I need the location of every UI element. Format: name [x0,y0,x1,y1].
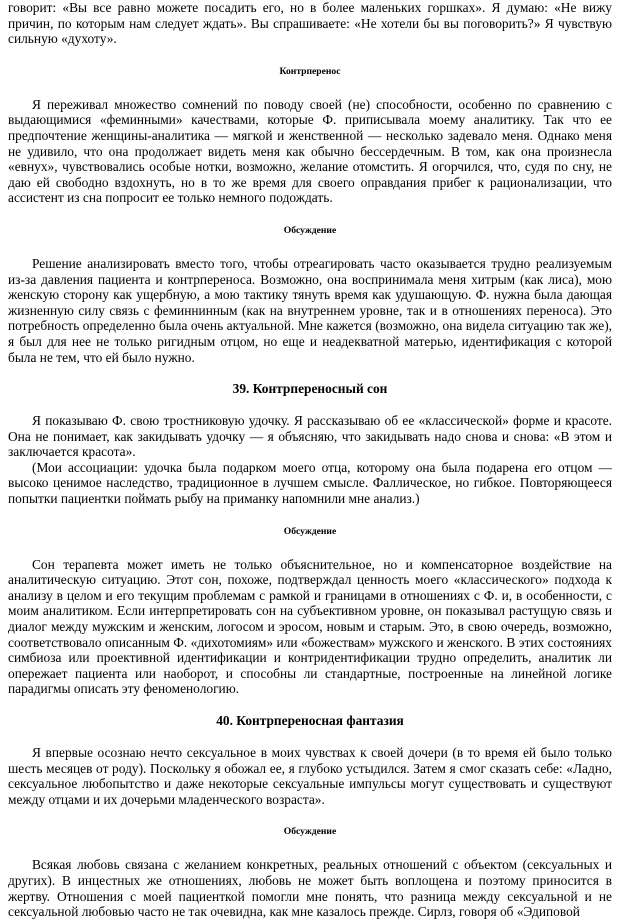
paragraph-39-associations: (Мои ассоциации: удочка была подарком моего отца, которому она была подарена его отцом — высоко ценимое наследство, традиционное в лучшем смысле. Фаллическое, но гибкое. Повторяющееся попытки пациентки поймать рыбу на приманку напомнили мне анализ.) [8,459,612,507]
heading-section-39: 39. Контрпереносный сон [232,381,388,397]
heading-countertransference: Контрперенос [279,65,341,77]
heading-discussion-3: Обсуждение [283,826,337,838]
heading-discussion-1: Обсуждение [283,224,337,236]
heading-discussion-2: Обсуждение [283,525,337,537]
paragraph-discussion-2: Сон терапевта может иметь не только объяснительное, но и компенсаторное воздействие на аналитическую ситуацию. Этот сон, похоже, подтверждал ценность моего «классического» подхода к анализу в целом и его текущим проблемам с рамкой и границами в отношениях с Ф. и, в особенности, с моим аналитиком. Если интерпретировать сон на субъективном уровне, он показывал растущую связь и диалог между мужским и женским, логосом и эросом, новым и старым. Это, в свою очередь, возможно, соответствовало описанным Ф. «дихотомиям» или «божествам» мужского и женского. В этих состояниях симбиоза или проективной идентификации и контридентификации трудно определить, аналитик ли опережает пациента или наоборот, и способны ли стандартные, построенные на линейной логике парадигмы описать эту феноменологию. [8,556,612,697]
paragraph-discussion-1: Решение анализировать вместо того, чтобы отреагировать часто оказывается трудно реализуемым из-за давления пациента и контрпереноса. Возможно, она воспринимала меня хитрым (как лиса), мою женскую сторону как ущербную, а мою тактику тянуть время как удушающую. Ф. нужна была дающая жизненную силу связь с феминнинным (как на внутреннем уровне, так и в отношениях переноса). Это потребность определенно была очень актуальной. Мне кажется (возможно, она видела ситуацию так же), я был для нее не только ригидным отцом, но еще и неадекватной матерью, идентификация с которой была не тем, что ей было нужно. [8,255,612,365]
paragraph-40-fantasy: Я впервые осознаю нечто сексуальное в моих чувствах к своей дочери (в то время ей было только шесть месяцев от роду). Поскольку я обожал ее, я глубоко устыдился. Затем я смог сказать себе: «Ладно, сексуальное любопытство и даже некоторые сексуальные импульсы могут существовать и существуют между отцами и их дочерьми младенческого возраста». [8,745,612,807]
heading-section-40: 40. Контрпереносная фантазия [216,713,404,728]
paragraph-discussion-3: Всякая любовь связана с желанием конкретных, реальных отношений с объектом (сексуальных и других). В инцестных же отношениях, любовь не может быть воплощена и поэтому приносится в жертву. Отношения с моей пациенткой помогли мне понять, что разница между сексуальной и не сексуальной любовью часто не так очевидна, как мне казалось прежде. Сирлз, говоря об «Эдиповой [8,857,612,920]
paragraph-intro: говорит: «Вы все равно можете посадить его, но в более маленьких горшках». Я думаю: «Не вижу причин, по которым нам следует ждать». Вы спрашиваете: «Не хотели бы вы поговорить?» Я чувствую сильную «духоту». [8,0,612,47]
paragraph-39-dream: Я показываю Ф. свою тростниковую удочку. Я рассказываю об ее «классической» форме и красоте. Она не понимает, как закидывать удочку — я объясняю, что закидывать надо снова и снова: «В этом и заключается красота». [8,413,612,460]
paragraph-countertransference: Я переживал множество сомнений по поводу своей (не) способности, особенно по сравнению с выдающимися «феминными» качествами, которые Ф. приписывала моему аналитику. Так что ее предпочтение женщины-аналитика — мягкой и женственной — несколько задевало меня. Однако меня не удивило, что она продолжает видеть меня как обычно бессердечным. В том, как она произнесла «евнух», чувствовались особые нотки, возможно, желание отомстить. Я огорчился, что, судя по сну, не даю ей свободно вздохнуть, но в то же время для своего оправдания прибег к рационализации, что ассистент из сна попросит ее только немного подождать. [8,96,612,206]
